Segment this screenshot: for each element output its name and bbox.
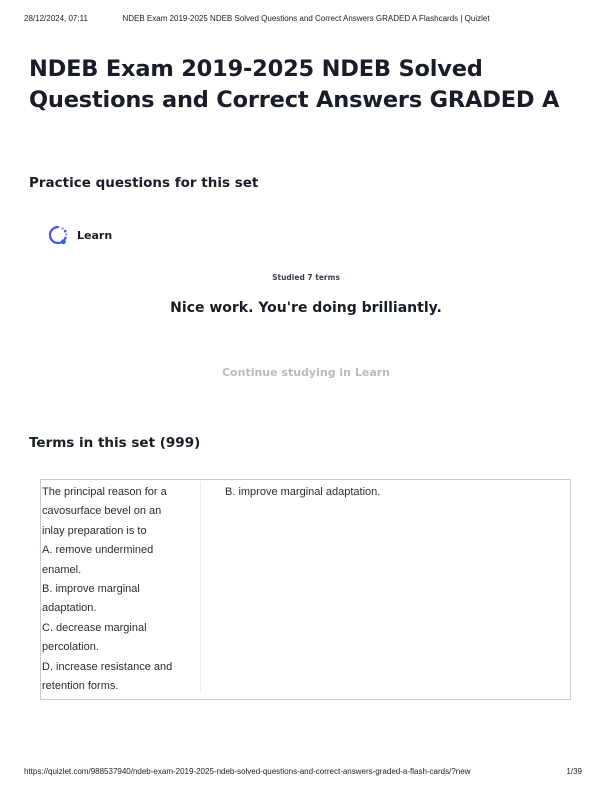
page-title: NDEB Exam 2019-2025 NDEB Solved Questions and Correct Answers GRADED A <box>29 56 560 113</box>
page-number: 1/39 <box>566 767 582 776</box>
praise-message: Nice work. You're doing brilliantly. <box>170 300 442 316</box>
term-card <box>40 479 571 700</box>
continue-learn-button[interactable]: Continue studying in Learn <box>221 366 390 379</box>
terms-heading: Terms in this set (999) <box>29 435 201 451</box>
term-divider <box>200 482 201 692</box>
learn-label: Learn <box>77 228 113 242</box>
practice-heading: Practice questions for this set <box>29 175 259 191</box>
print-url: https://quizlet.com/988537940/ndeb-exam-2019-2025-ndeb-solved-questions-and-correct-answers-graded-a-flash-cards/?new <box>24 767 471 776</box>
term-question: The principal reason for a cavosurface bevel on an inlay preparation is to A. remove undermined enamel. B. improve marginal adaptation. C. decrease marginal percolation. D. increase resistance and retention forms. <box>42 486 173 693</box>
learn-card <box>29 206 583 411</box>
print-datetime: 28/12/2024, 07:11 <box>24 14 88 23</box>
learn-mode-link[interactable] <box>47 224 112 246</box>
studied-count: Studied 7 terms <box>272 273 340 282</box>
print-header <box>24 14 588 26</box>
print-footer <box>24 767 588 779</box>
learn-icon <box>47 224 69 246</box>
term-answer: B. improve marginal adaptation. <box>225 486 381 498</box>
print-page-title: NDEB Exam 2019-2025 NDEB Solved Questions and Correct Answers GRADED A Flashcards | Quizlet <box>122 14 490 23</box>
